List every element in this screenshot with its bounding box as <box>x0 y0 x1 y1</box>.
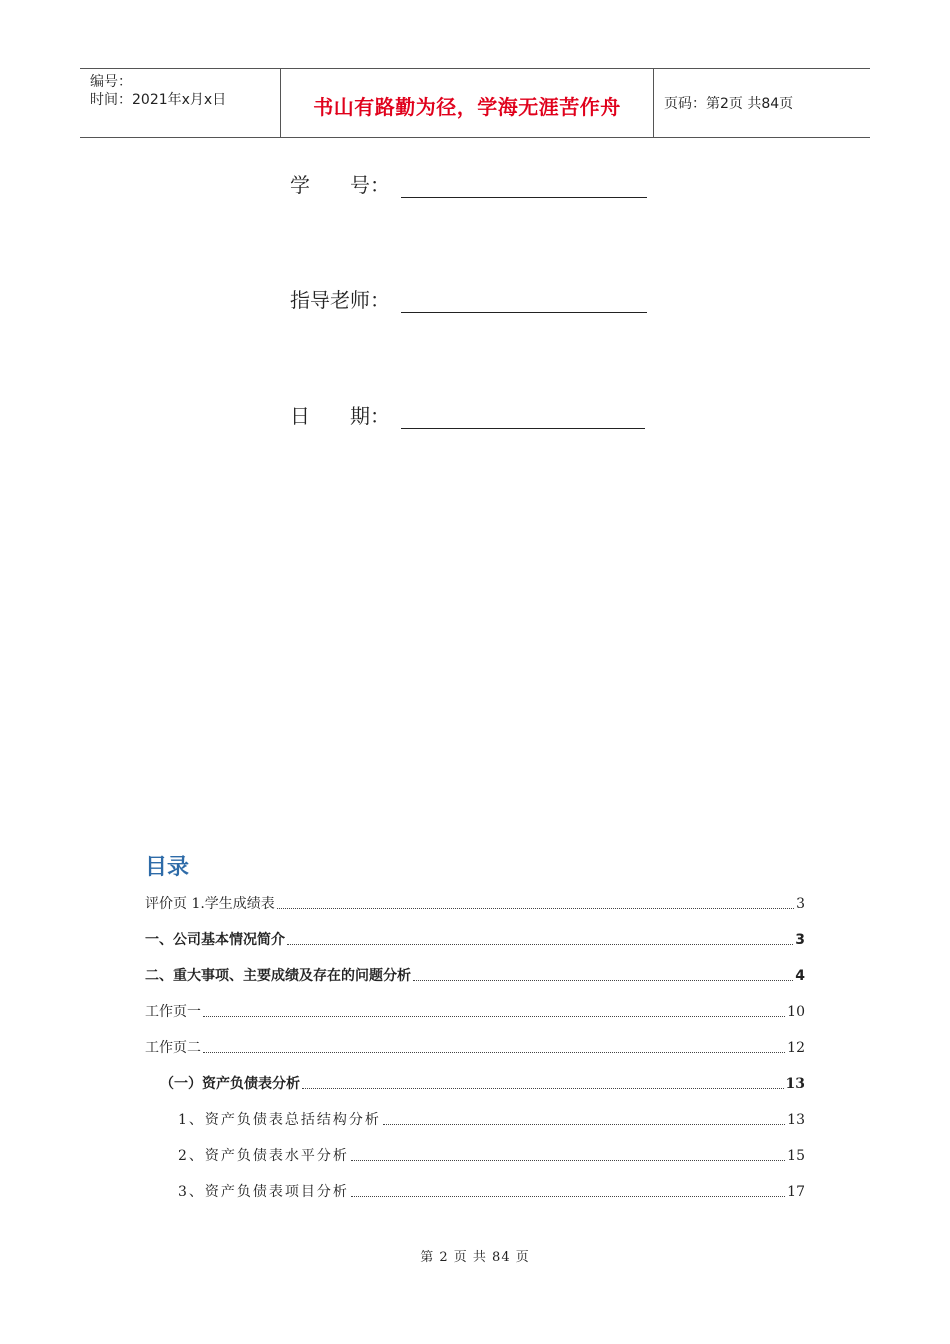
toc-item[interactable] <box>145 1001 805 1021</box>
advisor-field <box>290 287 650 317</box>
student-id-underline <box>401 197 647 198</box>
serial-label: 编号： <box>90 74 132 90</box>
toc-item-page: 10 <box>787 1004 805 1020</box>
toc-item[interactable] <box>178 1145 805 1165</box>
toc-item-page: 3 <box>795 932 805 948</box>
date-underline <box>401 428 645 429</box>
header-meta-cell <box>80 69 281 137</box>
toc-item[interactable] <box>178 1181 805 1201</box>
toc-leader-dots <box>351 1196 785 1197</box>
header-page-info: 页码：第2页 共84页 <box>664 96 794 112</box>
toc-item-text: 一、公司基本情况简介 <box>145 932 285 948</box>
toc-item-page: 17 <box>787 1184 805 1200</box>
student-id-field <box>290 172 650 202</box>
advisor-underline <box>401 312 647 313</box>
toc-item[interactable] <box>178 1109 805 1129</box>
toc-leader-dots <box>302 1088 784 1089</box>
toc-item-text: 3、资产负债表项目分析 <box>178 1184 349 1200</box>
toc-item-text: 工作页一 <box>145 1004 201 1020</box>
student-id-label: 学 号： <box>290 173 390 197</box>
toc-item-page: 15 <box>787 1148 805 1164</box>
toc-leader-dots <box>203 1052 785 1053</box>
toc-item-text: 1、资产负债表总括结构分析 <box>178 1112 381 1128</box>
toc-item-page: 13 <box>785 1076 805 1092</box>
toc-leader-dots <box>287 944 793 945</box>
time-label: 时间：2021年x月x日 <box>90 92 227 108</box>
date-field <box>290 403 650 433</box>
toc-title: 目录 <box>145 855 190 880</box>
toc-item-text: 二、重大事项、主要成绩及存在的问题分析 <box>145 968 411 984</box>
toc-item-text: 评价页 1.学生成绩表 <box>145 896 275 912</box>
toc-item-page: 12 <box>787 1040 805 1056</box>
advisor-label: 指导老师： <box>290 288 390 312</box>
page-footer: 第 2 页 共 84 页 <box>420 1250 530 1265</box>
toc-item[interactable] <box>145 929 805 949</box>
toc-item-page: 3 <box>796 896 805 912</box>
toc-item[interactable] <box>145 965 805 985</box>
toc-item[interactable] <box>145 1037 805 1057</box>
toc-leader-dots <box>413 980 793 981</box>
toc-item-text: 2、资产负债表水平分析 <box>178 1148 349 1164</box>
toc-leader-dots <box>383 1124 785 1125</box>
toc-item-text: （一）资产负债表分析 <box>160 1076 300 1092</box>
toc-item-text: 工作页二 <box>145 1040 201 1056</box>
toc-item[interactable] <box>145 893 805 913</box>
header-page-cell <box>654 69 870 137</box>
motto-text: 书山有路勤为径，学海无涯苦作舟 <box>313 95 621 119</box>
toc-item-page: 4 <box>795 968 805 984</box>
toc-leader-dots <box>203 1016 785 1017</box>
toc-leader-dots <box>277 908 794 909</box>
page-header <box>80 68 870 138</box>
toc-item-page: 13 <box>787 1112 805 1128</box>
toc-item[interactable] <box>160 1073 805 1093</box>
date-label: 日 期： <box>290 404 390 428</box>
header-motto-cell <box>281 69 654 137</box>
toc-leader-dots <box>351 1160 785 1161</box>
